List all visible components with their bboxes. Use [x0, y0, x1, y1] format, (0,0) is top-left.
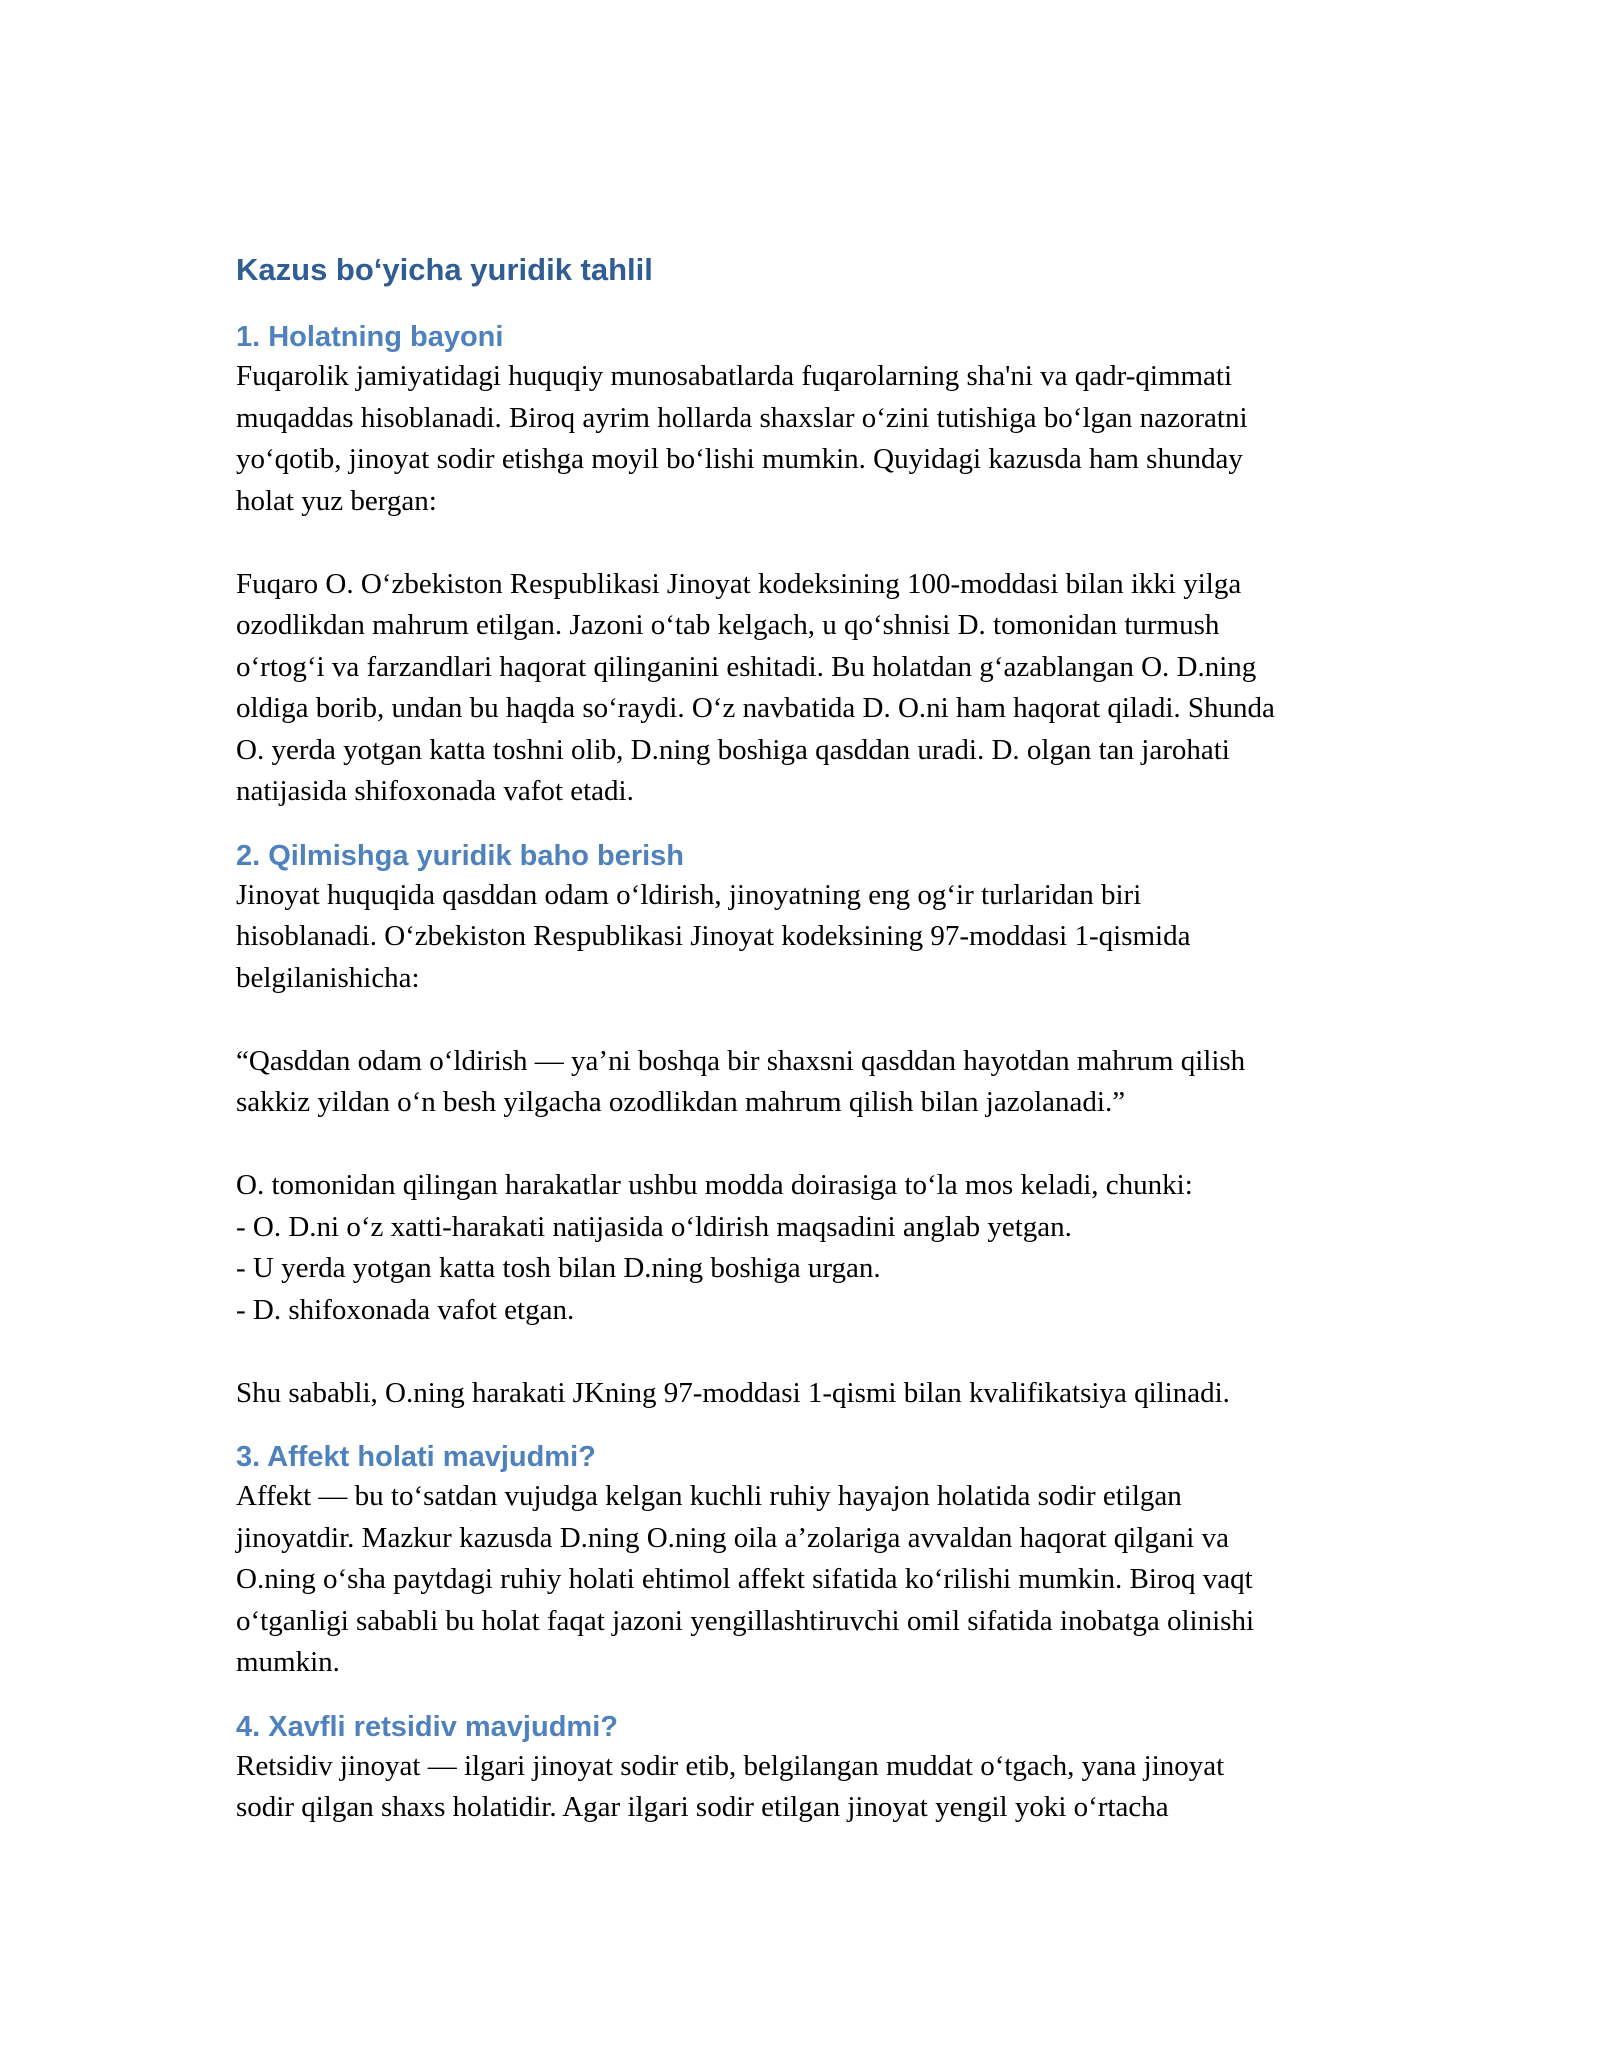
paragraph: Affekt — bu to‘satdan vujudga kelgan kuchli ruhiy hayajon holatida sodir etilgan jinoyatdir. Mazkur kazusda D.ning O.ning oila a’zolariga avvaldan haqorat qilgani va O.ning o‘sha paytdagi ruhiy holati ehtimol affekt sifatida ko‘rilishi mumkin. Biroq vaqt o‘tganligi sababli bu holat faqat jazoni yengillashtiruvchi omil sifatida inobatga olinishi mumkin.	[236, 1480, 1255, 1678]
section-statement-of-facts	[236, 318, 1376, 813]
section-legal-assessment	[236, 837, 1376, 1415]
document-title: Kazus bo‘yicha yuridik tahlil	[236, 252, 653, 287]
quote-paragraph: “Qasddan odam o‘ldirish — ya’ni boshqa bir shaxsni qasddan hayotdan mahrum qilish sakkiz yildan o‘n besh yilgacha ozodlikdan mahrum qilish bilan jazolanadi.”	[236, 1044, 1246, 1118]
paragraph: Jinoyat huquqida qasddan odam o‘ldirish, jinoyatning eng og‘ir turlaridan biri hisoblanadi. O‘zbekiston Respublikasi Jinoyat kodeksining 97-moddasi 1-qismida belgilanishicha:	[236, 878, 1191, 994]
document-page	[236, 250, 1376, 1829]
section-heading: 1. Holatning bayoni	[236, 321, 504, 353]
paragraph: Fuqaro O. O‘zbekiston Respublikasi Jinoyat kodeksining 100-moddasi bilan ikki yilga ozodlikdan mahrum etilgan. Jazoni o‘tab kelgach, u qo‘shnisi D. tomonidan turmush o‘rtog‘i va farzandlari haqorat qilinganini eshitadi. Bu holatdan g‘azablangan O. D.ning oldiga borib, undan bu haqda so‘raydi. O‘z navbatida D. O.ni ham haqorat qiladi. Shunda O. yerda yotgan katta toshni olib, D.ning boshiga qasddan uradi. D. olgan tan jarohati natijasida shifoxonada vafot etadi.	[236, 567, 1275, 807]
section-heading: 2. Qilmishga yuridik baho berish	[236, 839, 684, 872]
paragraph: Fuqarolik jamiyatidagi huquqiy munosabatlarda fuqarolarning sha'ni va qadr-qimmati muqaddas hisoblanadi. Biroq ayrim hollarda shaxslar o‘zini tutishiga bo‘lgan nazoratni yo‘qotib, jinoyat sodir etishga moyil bo‘lishi mumkin. Quyidagi kazusda ham shunday holat yuz bergan:	[236, 360, 1248, 517]
paragraph: Retsidiv jinoyat — ilgari jinoyat sodir etib, belgilangan muddat o‘tgach, yana jinoyat sodir qilgan shaxs holatidir. Agar ilgari sodir etilgan jinoyat yengil yoki o‘rtacha	[236, 1749, 1225, 1823]
section-recidivism	[236, 1708, 1376, 1829]
paragraph: Shu sababli, O.ning harakati JKning 97-moddasi 1-qismi bilan kvalifikatsiya qilinadi.	[236, 1376, 1230, 1409]
section-heading: 3. Affekt holati mavjudmi?	[236, 1441, 596, 1473]
list-paragraph: O. tomonidan qilingan harakatlar ushbu modda doirasiga to‘la mos keladi, chunki: - O. D.ni o‘z xatti-harakati natijasida o‘ldirish maqsadini anglab yetgan. - U yerda yotgan katta tosh bilan D.ning boshiga urgan. - D. shifoxonada vafot etgan.	[236, 1169, 1193, 1326]
section-heading: 4. Xavfli retsidiv mavjudmi?	[236, 1710, 618, 1743]
section-affect-state	[236, 1438, 1376, 1684]
